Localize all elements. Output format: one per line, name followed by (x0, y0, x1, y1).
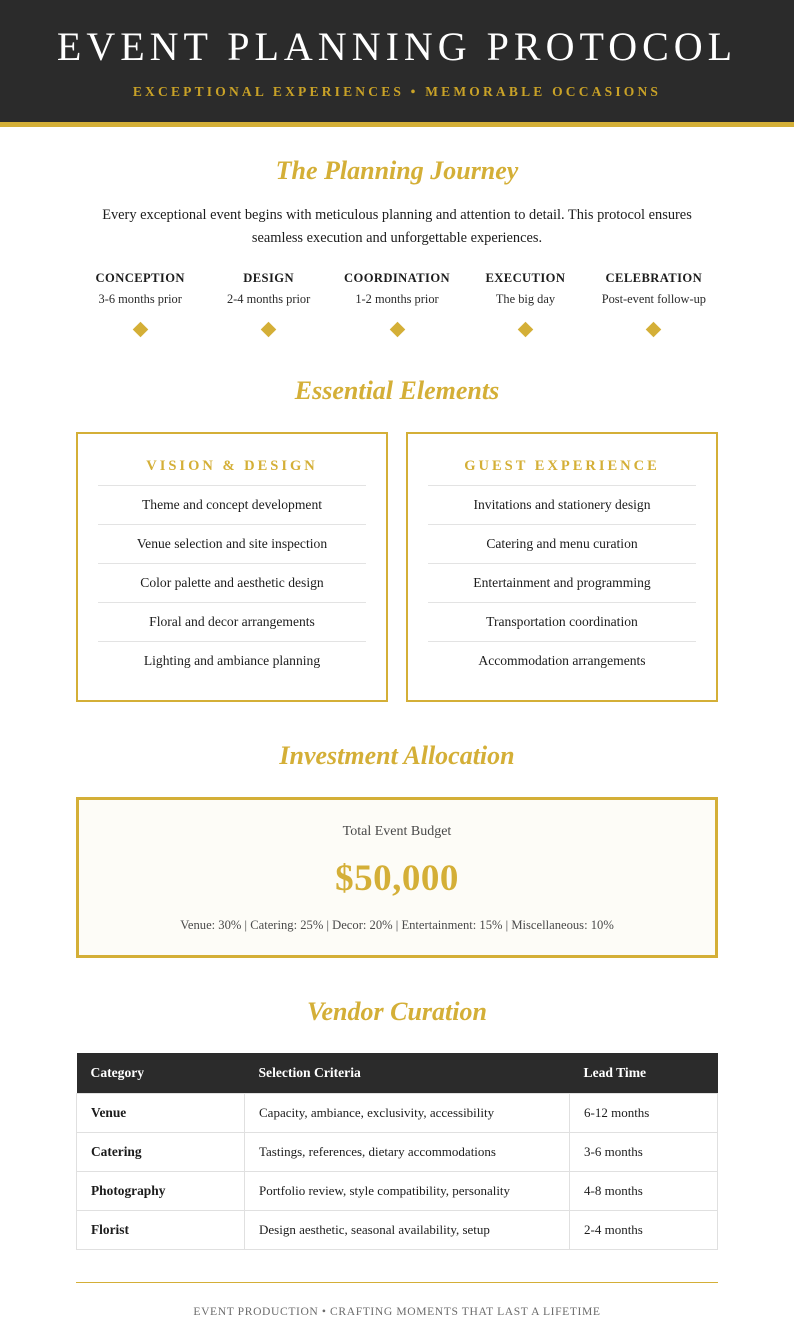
page-footer (76, 1282, 718, 1318)
card-list-item: Accommodation arrangements (428, 641, 696, 680)
section-planning-journey (0, 127, 794, 335)
budget-summary-box (76, 797, 718, 958)
table-header-row (77, 1053, 718, 1094)
budget-label: Total Event Budget (342, 824, 452, 840)
cell-category: Venue (77, 1094, 245, 1133)
cell-category: Catering (77, 1133, 245, 1172)
cell-lead-time: 6-12 months (570, 1094, 718, 1133)
card-list-item: Color palette and aesthetic design (98, 563, 366, 602)
card-list-item: Entertainment and programming (428, 563, 696, 602)
vendor-table-head (77, 1053, 718, 1094)
timeline-phase-timing: Post-event follow-up (601, 291, 706, 306)
card-title: VISION & DESIGN (146, 458, 318, 475)
cell-category: Photography (77, 1172, 245, 1211)
journey-intro-text: Every exceptional event begins with meticulous planning and attention to detail. This protocol ensures seamless execution and unforgettable experiences. (102, 207, 692, 246)
cell-criteria: Capacity, ambiance, exclusivity, accessibility (245, 1094, 570, 1133)
timeline-phase-timing: 2-4 months prior (226, 291, 311, 306)
diamond-icon (132, 322, 148, 338)
vendor-table (76, 1053, 718, 1250)
diamond-icon (646, 322, 662, 338)
diamond-icon (389, 322, 405, 338)
timeline-phase-timing: The big day (495, 291, 556, 306)
cell-lead-time: 3-6 months (570, 1133, 718, 1172)
card-guest-experience (406, 432, 718, 702)
timeline-phase-timing: 1-2 months prior (355, 291, 439, 306)
timeline (76, 271, 718, 335)
table-row (77, 1211, 718, 1250)
cell-criteria: Tastings, references, dietary accommodations (245, 1133, 570, 1172)
table-row (77, 1133, 718, 1172)
cell-criteria: Design aesthetic, seasonal availability, setup (245, 1211, 570, 1250)
timeline-phase (333, 271, 461, 335)
timeline-phase (76, 271, 204, 335)
card-list-item: Catering and menu curation (428, 524, 696, 563)
card-list-item: Lighting and ambiance planning (98, 641, 366, 680)
section-investment-allocation (0, 702, 794, 958)
page-masthead (0, 0, 794, 127)
timeline-phase (590, 271, 718, 335)
timeline-phase-name: CELEBRATION (605, 270, 703, 285)
vendor-table-body (77, 1094, 718, 1250)
page-subtitle: EXCEPTIONAL EXPERIENCES • MEMORABLE OCCASIONS (132, 84, 662, 99)
table-row (77, 1172, 718, 1211)
timeline-phase-name: CONCEPTION (95, 270, 185, 285)
column-header-lead-time: Lead Time (570, 1053, 718, 1094)
section-heading-investment-allocation: Investment Allocation (279, 741, 515, 771)
column-header-criteria: Selection Criteria (245, 1053, 570, 1094)
card-vision-and-design (76, 432, 388, 702)
card-title: GUEST EXPERIENCE (464, 458, 660, 475)
cell-category: Florist (77, 1211, 245, 1250)
cell-lead-time: 2-4 months (570, 1211, 718, 1250)
section-heading-essential-elements: Essential Elements (294, 375, 500, 405)
cell-criteria: Portfolio review, style compatibility, personality (245, 1172, 570, 1211)
section-heading-planning-journey: The Planning Journey (275, 156, 519, 185)
section-heading-vendor-curation: Vendor Curation (307, 997, 487, 1027)
budget-amount: $50,000 (335, 858, 459, 900)
table-row (77, 1094, 718, 1133)
diamond-icon (261, 322, 277, 338)
card-list-item: Floral and decor arrangements (98, 602, 366, 641)
page-title: EVENT PLANNING PROTOCOL (56, 24, 738, 69)
diamond-icon (518, 322, 534, 338)
elements-card-row (76, 432, 718, 702)
card-list-item: Theme and concept development (98, 485, 366, 524)
timeline-phase-name: COORDINATION (344, 270, 451, 285)
budget-breakdown: Venue: 30% | Catering: 25% | Decor: 20% | Entertainment: 15% | Miscellaneous: 10% (180, 918, 614, 933)
timeline-phase-timing: 3-6 months prior (98, 291, 182, 306)
timeline-phase-name: EXECUTION (485, 270, 566, 285)
cell-lead-time: 4-8 months (570, 1172, 718, 1211)
timeline-phase (204, 271, 332, 335)
section-essential-elements (0, 335, 794, 702)
card-list-item: Venue selection and site inspection (98, 524, 366, 563)
card-list-item: Transportation coordination (428, 602, 696, 641)
footer-tagline: EVENT PRODUCTION • CRAFTING MOMENTS THAT LAST A LIFETIME (193, 1305, 601, 1318)
section-vendor-curation (0, 958, 794, 1250)
timeline-phase (461, 271, 589, 335)
card-list-item: Invitations and stationery design (428, 485, 696, 524)
column-header-category: Category (77, 1053, 245, 1094)
timeline-phase-name: DESIGN (243, 270, 294, 285)
